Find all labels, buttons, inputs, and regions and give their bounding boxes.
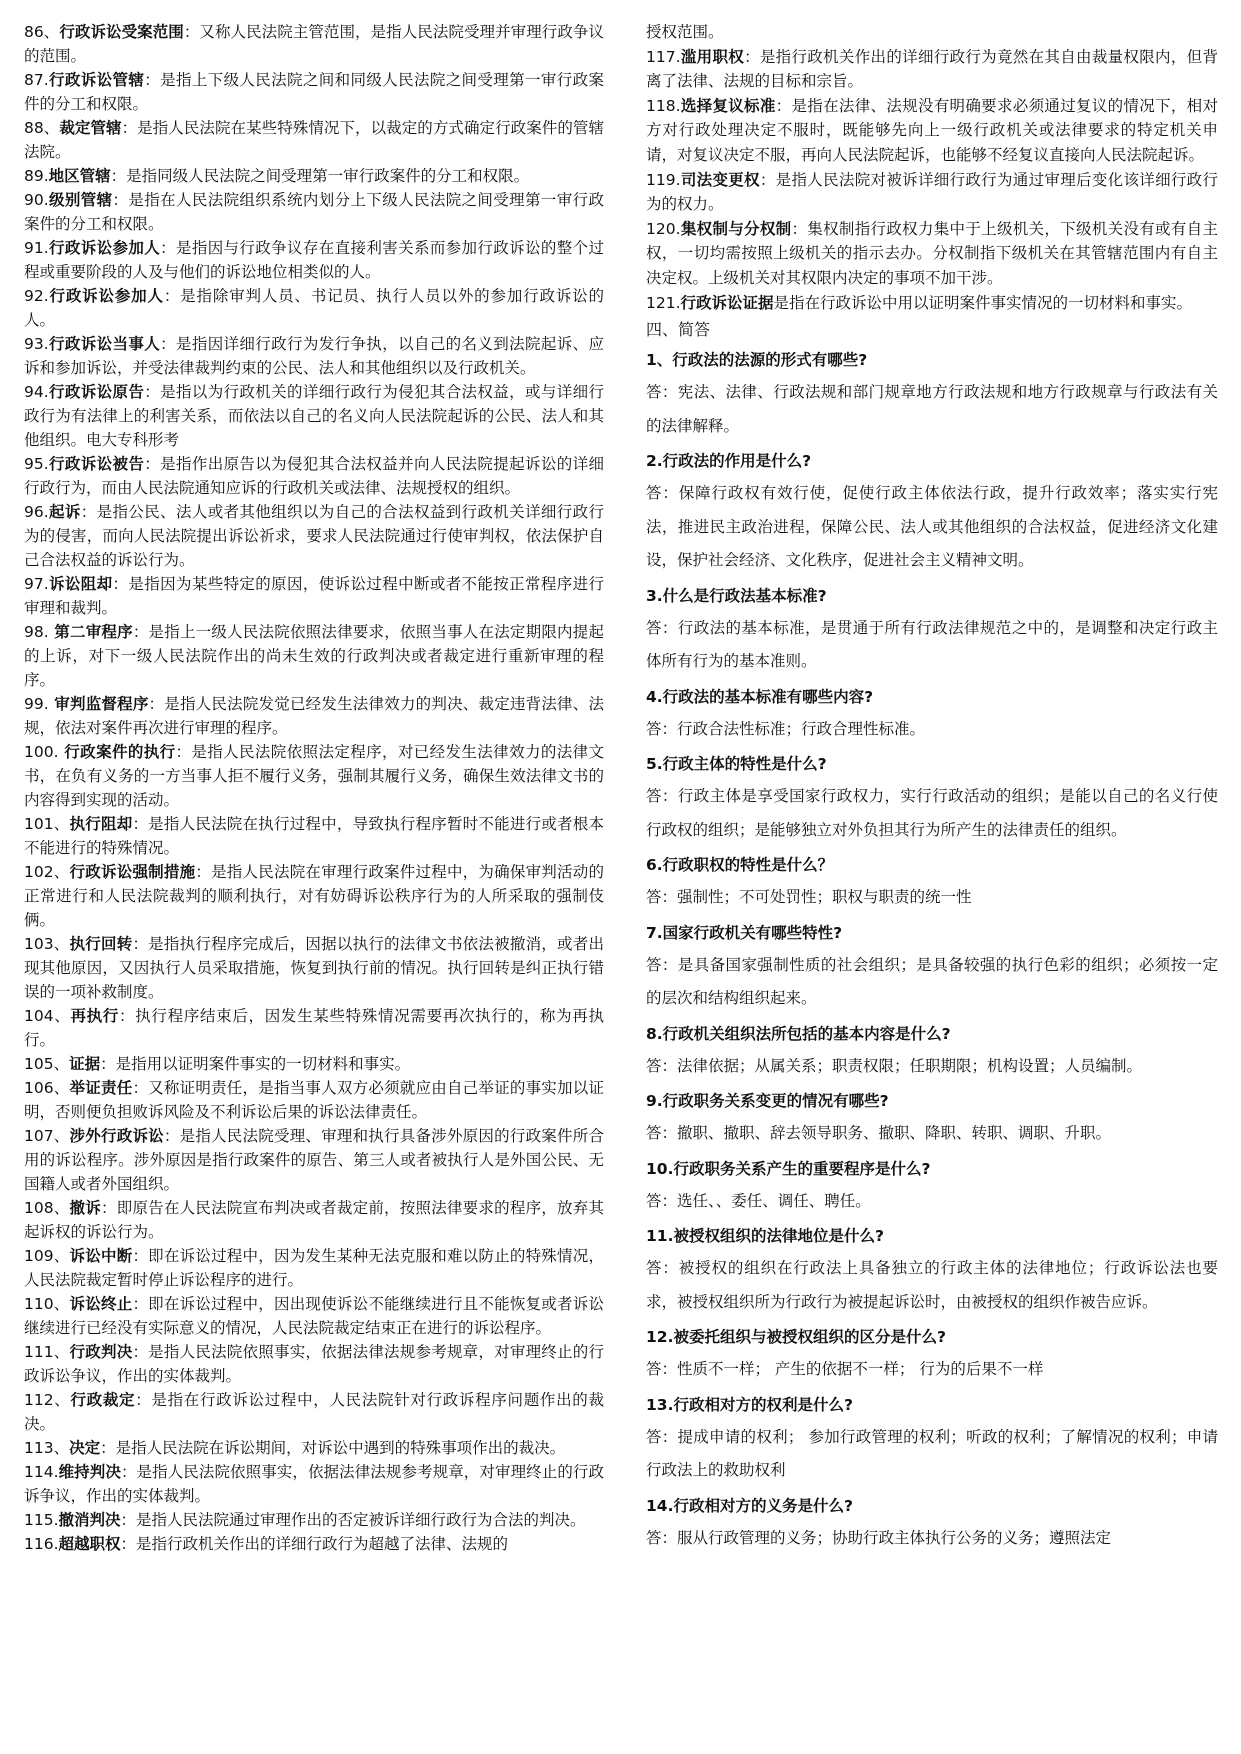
definition-text: ：是指在法律、法规没有明确要求必须通过复议的情况下，相对方对行政处理决定不服时，既能够先向上一级行政机关或法律要求的特定机关申请，对复议决定不服，再向人民法院起诉，也能够不经复议直接向人民法院起诉。 xyxy=(646,96,1218,164)
definition-text: ：是指人民法院依照事实，依据法律法规参考规章，对审理终止的行政诉争议，作出的实体裁判。 xyxy=(24,1463,604,1505)
definition-term: 决定 xyxy=(69,1439,101,1457)
definition-text: 是指在行政诉讼中用以证明案件事实情况的一切材料和事实。 xyxy=(773,293,1193,312)
definition-number: 115. xyxy=(24,1511,59,1529)
question: 7.国家行政机关有哪些特性? xyxy=(646,923,843,942)
definition-number: 99. xyxy=(24,695,49,713)
definition-number: 106、 xyxy=(24,1079,70,1097)
left-column xyxy=(24,20,604,1556)
definition-term: 行政诉讼原告 xyxy=(48,383,145,401)
definition-item xyxy=(24,332,604,380)
definition-text: ：是指在行政诉讼过程中，人民法院针对行政诉程序问题作出的裁决。 xyxy=(24,1391,604,1433)
definition-text: ：是指人民法院发觉已经发生法律效力的判决、裁定违背法律、法规，依法对案件再次进行审理的程序。 xyxy=(24,695,604,737)
definition-text: ：是指人民法院依照事实，依据法律法规参考规章，对审理终止的行政诉讼争议，作出的实体裁判。 xyxy=(24,1343,604,1385)
definition-number: 87. xyxy=(24,71,49,89)
qa-item xyxy=(646,683,1218,747)
definition-item xyxy=(24,116,604,164)
right-column xyxy=(646,20,1218,1555)
definition-text: ：是指行政机关作出的详细行政行为竟然在其自由裁量权限内，但背离了法律、法规的目标和宗旨。 xyxy=(646,47,1218,91)
definition-number: 121. xyxy=(646,293,681,312)
definition-number: 107、 xyxy=(24,1127,70,1145)
definition-term: 行政案件的执行 xyxy=(58,743,176,761)
question: 4.行政法的基本标准有哪些内容? xyxy=(646,687,874,706)
definition-item xyxy=(24,1196,604,1244)
definition-text: ：是指公民、法人或者其他组织以为自己的合法权益到行政机关详细行政行为的侵害，而向人民法院提出诉讼祈求，要求人民法院通过行使审判权，依法保护自己合法权益的诉讼行为。 xyxy=(24,503,604,569)
definition-number: 117. xyxy=(646,47,681,66)
definition-item xyxy=(24,932,604,1004)
definition-term: 行政诉讼强制措施 xyxy=(69,863,196,881)
definition-text: ：是指在人民法院组织系统内划分上下级人民法院之间受理第一审行政案件的分工和权限。 xyxy=(24,191,604,233)
definition-text: ：是指作出原告以为侵犯其合法权益并向人民法院提起诉讼的详细行政行为，而由人民法院通知应诉的行政机关或法律、法规授权的组织。 xyxy=(24,455,604,497)
definition-number: 93. xyxy=(24,335,49,353)
definition-term: 执行阻却 xyxy=(69,815,133,833)
definition-item xyxy=(24,1340,604,1388)
definition-term: 裁定管辖 xyxy=(59,119,122,137)
answer: 答：行政合法性标准；行政合理性标准。 xyxy=(646,719,926,738)
definition-item xyxy=(24,164,604,188)
definition-number: 104、 xyxy=(24,1007,71,1025)
question: 10.行政职务关系产生的重要程序是什么? xyxy=(646,1159,931,1178)
definition-term: 行政诉讼管辖 xyxy=(48,71,145,89)
qa-item xyxy=(646,447,1218,578)
definition-item xyxy=(24,1124,604,1196)
definition-number: 86、 xyxy=(24,23,60,41)
qa-item xyxy=(646,582,1218,679)
definition-item xyxy=(24,1004,604,1052)
definition-number: 89. xyxy=(24,167,49,185)
definition-term: 行政诉讼参加人 xyxy=(48,239,161,257)
definition-item xyxy=(24,20,604,68)
definition-item xyxy=(24,284,604,332)
definition-text: ：即在诉讼过程中，因出现使诉讼不能继续进行且不能恢复或者诉讼继续进行已经没有实际意义的情况，人民法院裁定结束正在进行的诉讼程序。 xyxy=(24,1295,604,1337)
definition-number: 112、 xyxy=(24,1391,71,1409)
definition-text: ：是指人民法院依照法定程序，对已经发生法律效力的法律文书，在负有义务的一方当事人拒不履行义务，强制其履行义务，确保生效法律文书的内容得到实现的活动。 xyxy=(24,743,604,809)
definition-item xyxy=(24,1532,604,1556)
section-heading: 四、简答 xyxy=(646,320,711,340)
question: 1、行政法的法源的形式有哪些? xyxy=(646,351,868,370)
qa-item xyxy=(646,1155,1218,1219)
definition-number: 91. xyxy=(24,239,49,257)
answer: 答：保障行政权有效行使，促使行政主体依法行政，提升行政效率；落实实行宪法，推进民主政治进程，保障公民、法人或其他组织的合法权益，促进经济文化建设，保护社会经济、文化秩序，促进社会主义精神文明。 xyxy=(646,484,1218,570)
definition-term: 滥用职权 xyxy=(680,47,745,66)
definition-number: 108、 xyxy=(24,1199,70,1217)
answer: 答：撤职、撤职、辞去领导职务、撤职、降职、转职、调职、升职。 xyxy=(646,1124,1112,1143)
definition-item xyxy=(24,1052,604,1076)
question: 6.行政职权的特性是什么？ xyxy=(646,856,834,875)
question: 2.行政法的作用是什么? xyxy=(646,452,812,471)
answer: 答：宪法、法律、行政法规和部门规章地方行政法规和地方行政规章与行政法有关的法律解释。 xyxy=(646,383,1218,435)
question: 9.行政职务关系变更的情况有哪些? xyxy=(646,1092,889,1111)
answer: 答：法律依据；从属关系；职责权限；任职期限；机构设置；人员编制。 xyxy=(646,1056,1143,1075)
question: 8.行政机关组织法所包括的基本内容是什么? xyxy=(646,1024,951,1043)
definition-text: ：是指上下级人民法院之间和同级人民法院之间受理第一审行政案件的分工和权限。 xyxy=(24,71,604,113)
answer: 答：强制性；不可处罚性；职权与职责的统一性 xyxy=(646,888,972,907)
question: 5.行政主体的特性是什么? xyxy=(646,755,827,774)
definition-term: 行政诉讼证据 xyxy=(680,293,774,312)
definition-number: 114. xyxy=(24,1463,59,1481)
definition-term: 涉外行政诉讼 xyxy=(69,1127,164,1145)
qa-item xyxy=(646,1222,1218,1319)
qa-item xyxy=(646,1020,1218,1084)
definition-term: 诉讼中断 xyxy=(69,1247,133,1265)
definition-text: ：是指人民法院在审理行政案件过程中，为确保审判活动的正常进行和人民法院裁判的顺利执行，对有妨碍诉讼秩序行为的人所采取的强制伎俩。 xyxy=(24,863,604,929)
definition-term: 集权制与分权制 xyxy=(680,219,792,238)
definition-text: ：又称证明责任，是指当事人双方必须就应由自己举证的事实加以证明，否则便负担败诉风险及不利诉讼后果的诉讼法律责任。 xyxy=(24,1079,604,1121)
definition-item xyxy=(24,452,604,500)
definition-item xyxy=(24,1244,604,1292)
question: 11.被授权组织的法律地位是什么? xyxy=(646,1227,884,1246)
definition-text: ：是指人民法院在某些特殊情况下，以裁定的方式确定行政案件的管辖法院。 xyxy=(24,119,604,161)
definition-item xyxy=(24,740,604,812)
qa-item xyxy=(646,1492,1218,1556)
question: 13.行政相对方的权利是什么? xyxy=(646,1395,853,1414)
qa-item xyxy=(646,851,1218,915)
answer: 答：行政主体是享受国家行政权力，实行行政活动的组织；是能以自己的名义行使行政权的组织；是能够独立对外负担其行为所产生的法律责任的组织。 xyxy=(646,787,1218,839)
definition-number: 103、 xyxy=(24,935,70,953)
definition-item xyxy=(646,45,1218,94)
answer: 答：是具备国家强制性质的社会组织；是具备较强的执行色彩的组织；必须按一定的层次和结构组织起来。 xyxy=(646,955,1218,1008)
definition-text: ：集权制指行政权力集中于上级机关，下级机关没有或有自主权，一切均需按照上级机关的指示去办。分权制指下级机关在其管辖范围内有自主决定权。上级机关对其权限内决定的事项不加干涉。 xyxy=(646,219,1218,287)
definition-text: ：是指人民法院在诉讼期间，对诉讼中遇到的特殊事项作出的裁决。 xyxy=(100,1439,566,1457)
definition-text: ：是指用以证明案件事实的一切材料和事实。 xyxy=(100,1055,411,1073)
definition-term: 行政诉讼受案范围 xyxy=(59,23,184,41)
definition-item xyxy=(24,500,604,572)
definition-item xyxy=(24,1436,604,1460)
definition-item xyxy=(24,1292,604,1340)
definition-text: ：是指人民法院对被诉详细行政行为通过审理后变化该详细行政行为的权力。 xyxy=(646,170,1218,214)
definition-number: 111、 xyxy=(24,1343,70,1361)
answer: 答：选任、、委任、调任、聘任。 xyxy=(646,1191,871,1210)
definition-term: 超越职权 xyxy=(58,1535,121,1553)
definition-item xyxy=(24,1460,604,1508)
definition-term: 行政诉讼被告 xyxy=(48,455,145,473)
definition-text: ：是指行政机关作出的详细行政行为超越了法律、法规的 xyxy=(120,1535,509,1553)
definition-term: 诉讼终止 xyxy=(69,1295,133,1313)
definition-term: 审判监督程序 xyxy=(48,695,149,713)
definition-number: 88、 xyxy=(24,119,60,137)
definition-text: ：是指执行程序完成后，因据以执行的法律文书依法被撤消，或者出现其他原因，又因执行人员采取措施，恢复到执行前的情况。执行回转是纠正执行错误的一项补救制度。 xyxy=(24,935,604,1001)
definition-item xyxy=(646,20,1218,45)
definition-term: 地区管辖 xyxy=(48,167,111,185)
definition-text: ：即原告在人民法院宣布判决或者裁定前，按照法律要求的程序，放弃其起诉权的诉讼行为。 xyxy=(24,1199,604,1241)
definition-list-continued xyxy=(646,20,1218,315)
definition-number: 110、 xyxy=(24,1295,70,1313)
definition-term: 撤诉 xyxy=(69,1199,101,1217)
question: 3.什么是行政法基本标准? xyxy=(646,586,827,605)
definition-item xyxy=(24,1388,604,1436)
question: 14.行政相对方的义务是什么? xyxy=(646,1496,853,1515)
answer: 答：行政法的基本标准，是贯通于所有行政法律规范之中的，是调整和决定行政主体所有行为的基本准则。 xyxy=(646,618,1218,671)
qa-item xyxy=(646,346,1218,443)
definition-term: 行政判决 xyxy=(69,1343,133,1361)
definition-item xyxy=(24,860,604,932)
definition-number: 118. xyxy=(646,96,681,115)
definition-term: 再执行 xyxy=(70,1007,120,1025)
qa-item xyxy=(646,1391,1218,1488)
definition-text: ：是指因详细行政行为发行争执，以自己的名义到法院起诉、应诉和参加诉讼，并受法律裁判约束的公民、法人和其他组织以及行政机关。 xyxy=(24,335,604,377)
definition-number: 98. xyxy=(24,623,49,641)
definition-term: 诉讼阻却 xyxy=(48,575,113,593)
definition-number: 102、 xyxy=(24,863,70,881)
definition-number: 90. xyxy=(24,191,49,209)
definition-text: ：是指除审判人员、书记员、执行人员以外的参加行政诉讼的人。 xyxy=(24,287,604,329)
definition-item xyxy=(24,692,604,740)
definition-text: ：是指因为某些特定的原因，使诉讼过程中断或者不能按正常程序进行审理和裁判。 xyxy=(24,575,604,617)
definition-term: 司法变更权 xyxy=(680,170,760,189)
definition-text: ：执行程序结束后，因发生某些特殊情况需要再次执行的，称为再执行。 xyxy=(24,1007,604,1049)
definition-term: 行政诉讼当事人 xyxy=(48,335,161,353)
definition-number: 100. xyxy=(24,743,59,761)
definition-number: 119. xyxy=(646,170,681,189)
definition-term: 撤消判决 xyxy=(58,1511,121,1529)
definition-item xyxy=(24,1508,604,1532)
definition-term: 维持判决 xyxy=(58,1463,121,1481)
answer: 答：性质不一样； 产生的依据不一样； 行为的后果不一样 xyxy=(646,1360,1044,1379)
qa-item xyxy=(646,750,1218,847)
definition-item xyxy=(646,168,1218,217)
definition-number: 113、 xyxy=(24,1439,70,1457)
definition-list xyxy=(24,20,604,1556)
answer: 答：服从行政管理的义务；协助行政主体执行公务的义务；遵照法定 xyxy=(646,1528,1112,1547)
answer: 答：提成申请的权利； 参加行政管理的权利；听政的权利；了解情况的权利；申请行政法上的救助权利 xyxy=(646,1427,1218,1480)
answer: 答：被授权的组织在行政法上具备独立的行政主体的法律地位；行政诉讼法也要求，被授权组织所为行政行为被提起诉讼时，由被授权的组织作被告应诉。 xyxy=(646,1259,1218,1311)
definition-term: 级别管辖 xyxy=(48,191,113,209)
definition-term: 起诉 xyxy=(48,503,81,521)
definition-text: ：又称人民法院主管范围，是指人民法院受理并审理行政争议的范围。 xyxy=(24,23,604,65)
definition-number: 105、 xyxy=(24,1055,70,1073)
definition-number: 116. xyxy=(24,1535,59,1553)
qa-item xyxy=(646,1323,1218,1387)
definition-item xyxy=(24,380,604,452)
definition-item xyxy=(24,812,604,860)
definition-term: 选择复议标准 xyxy=(680,96,776,115)
definition-text: ：是指以为行政机关的详细行政行为侵犯其合法权益，或与详细行政行为有法律上的利害关系，而依法以自己的名义向人民法院起诉的公民、法人和其他组织。电大专科形考 xyxy=(24,383,604,449)
definition-number: 120. xyxy=(646,219,681,238)
definition-text: ：是指人民法院受理、审理和执行具备涉外原因的行政案件所合用的诉讼程序。涉外原因是指行政案件的原告、第三人或者被执行人是外国公民、无国籍人或者外国组织。 xyxy=(24,1127,604,1193)
definition-text: ：是指人民法院在执行过程中，导致执行程序暂时不能进行或者根本不能进行的特殊情况。 xyxy=(24,815,604,857)
definition-term: 第二审程序 xyxy=(48,623,133,641)
definition-item xyxy=(24,620,604,692)
definition-item xyxy=(24,572,604,620)
definition-text: ：是指同级人民法院之间受理第一审行政案件的分工和权限。 xyxy=(110,167,530,185)
qa-item xyxy=(646,1087,1218,1151)
definition-term: 执行回转 xyxy=(69,935,133,953)
definition-text: ：是指上一级人民法院依照法律要求，依照当事人在法定期限内提起的上诉，对下一级人民法院作出的尚未生效的行政判决或者裁定进行重新审理的程序。 xyxy=(24,623,604,689)
definition-item xyxy=(24,188,604,236)
definition-number: 101、 xyxy=(24,815,70,833)
definition-item xyxy=(24,68,604,116)
definition-item xyxy=(24,1076,604,1124)
definition-item xyxy=(646,94,1218,168)
question: 12.被委托组织与被授权组织的区分是什么? xyxy=(646,1328,946,1347)
definition-number: 95. xyxy=(24,455,49,473)
qa-list xyxy=(646,346,1218,1555)
qa-item xyxy=(646,919,1218,1016)
definition-text: ：即在诉讼过程中，因为发生某种无法克服和难以防止的特殊情况，人民法院裁定暂时停止诉讼程序的进行。 xyxy=(24,1247,604,1289)
definition-number: 96. xyxy=(24,503,49,521)
definition-text: ：是指人民法院通过审理作出的否定被诉详细行政行为合法的判决。 xyxy=(120,1511,586,1529)
definition-term: 行政裁定 xyxy=(70,1391,136,1409)
definition-text: ：是指因与行政争议存在直接利害关系而参加行政诉讼的整个过程或重要阶段的人及与他们的诉讼地位相类似的人。 xyxy=(24,239,604,281)
definition-term: 行政诉讼参加人 xyxy=(48,287,164,305)
definition-number: 109、 xyxy=(24,1247,70,1265)
definition-number: 97. xyxy=(24,575,49,593)
definition-term: 举证责任 xyxy=(69,1079,133,1097)
definition-item xyxy=(24,236,604,284)
definition-item xyxy=(646,291,1218,316)
definition-item xyxy=(646,217,1218,291)
definition-number: 94. xyxy=(24,383,49,401)
definition-text: 授权范围。 xyxy=(646,23,724,41)
definition-term: 证据 xyxy=(69,1055,101,1073)
definition-number: 92. xyxy=(24,287,49,305)
